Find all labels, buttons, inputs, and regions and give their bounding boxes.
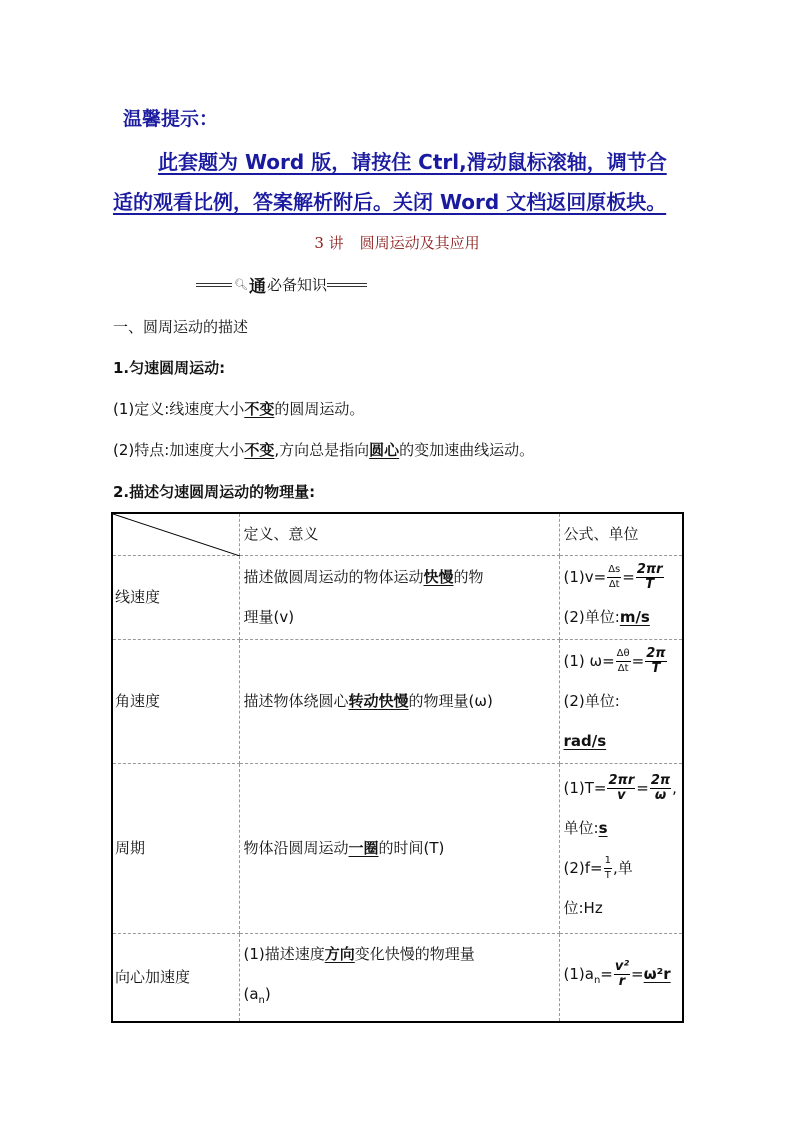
banner-char: 通: [248, 277, 266, 297]
quantity-name: 周期: [112, 763, 239, 933]
banner-label: 必备知识: [266, 276, 327, 294]
quantity-name: 向心加速度: [112, 933, 239, 1022]
magnifier-icon: 🔍︎: [234, 278, 248, 291]
definition-cell: (1)描述速度方向变化快慢的物理量 $(a_n)$: [239, 933, 559, 1022]
diagonal-line: [113, 514, 240, 556]
key-term: 方向: [324, 944, 355, 963]
column-header-formula: 公式、单位: [559, 513, 683, 555]
table-header-row: [112, 513, 683, 555]
subheading-quantities: 2.描述匀速圆周运动的物理量:: [113, 483, 316, 501]
section-banner: [196, 272, 367, 297]
definition-line: (1)定义:线速度大小不变的圆周运动。: [113, 400, 365, 418]
section-heading: 一、圆周运动的描述: [113, 318, 249, 336]
table-row: [112, 555, 683, 639]
table-row: [112, 933, 683, 1022]
quantity-name: 角速度: [112, 639, 239, 763]
lecture-title: [0, 232, 794, 253]
key-term: 转动快慢: [348, 692, 409, 710]
column-header-definition: 定义、意义: [239, 513, 559, 555]
key-term: 不变: [244, 441, 275, 459]
quantity-name: 线速度: [112, 555, 239, 639]
definition-cell: 描述物体绕圆心转动快慢的物理量(ω): [239, 639, 559, 763]
tip-line-1: 此套题为 Word 版，请按住 Ctrl,滑动鼠标滚轴，调节合: [158, 150, 667, 174]
formula-cell: (1) ω= $\frac{\Delta\theta}{\Delta t}$ = $\frac{2\pi}{T}$ (2)单位: rad/s: [559, 639, 683, 763]
diagonal-header-cell: [112, 513, 239, 555]
lecture-number: 3 讲: [314, 234, 344, 252]
formula-cell: $(1)a_n=$ $\frac{\text{v²}}{r}$ =ω²r: [559, 933, 683, 1022]
tip-line-2: 适的观看比例，答案解析附后。关闭 Word 文档返回原板块。: [113, 190, 667, 214]
lecture-name: 圆周运动及其应用: [359, 234, 480, 252]
subheading-uniform-motion: 1.匀速圆周运动:: [113, 359, 226, 377]
definition-cell: 描述做圆周运动的物体运动快慢的物 理量(v): [239, 555, 559, 639]
banner-rule-left: [196, 283, 232, 287]
key-term: 一圈: [348, 839, 379, 857]
banner-rule-right: [327, 283, 367, 287]
definition-cell: 物体沿圆周运动一圈的时间(T): [239, 763, 559, 933]
key-term: 快慢: [423, 568, 454, 586]
quantities-table: [111, 512, 684, 1023]
key-term: 圆心: [369, 441, 400, 459]
feature-line: (2)特点:加速度大小不变,方向总是指向圆心的变加速曲线运动。: [113, 441, 535, 459]
table-row: [112, 763, 683, 933]
tip-title: 温馨提示：: [123, 108, 219, 130]
formula-cell: (1)v= $\frac{\Delta s}{\Delta t}$ = $\frac{2\pi r}{T}$ (2)单位:m/s: [559, 555, 683, 639]
formula-cell: (1)T= $\frac{2\pi r}{v}$ = $\frac{2\pi}{\omega}$ , 单位:s (2)f= $\frac{1}{T}$ ,单 位:Hz: [559, 763, 683, 933]
table-row: [112, 639, 683, 763]
key-term: 不变: [244, 400, 275, 418]
